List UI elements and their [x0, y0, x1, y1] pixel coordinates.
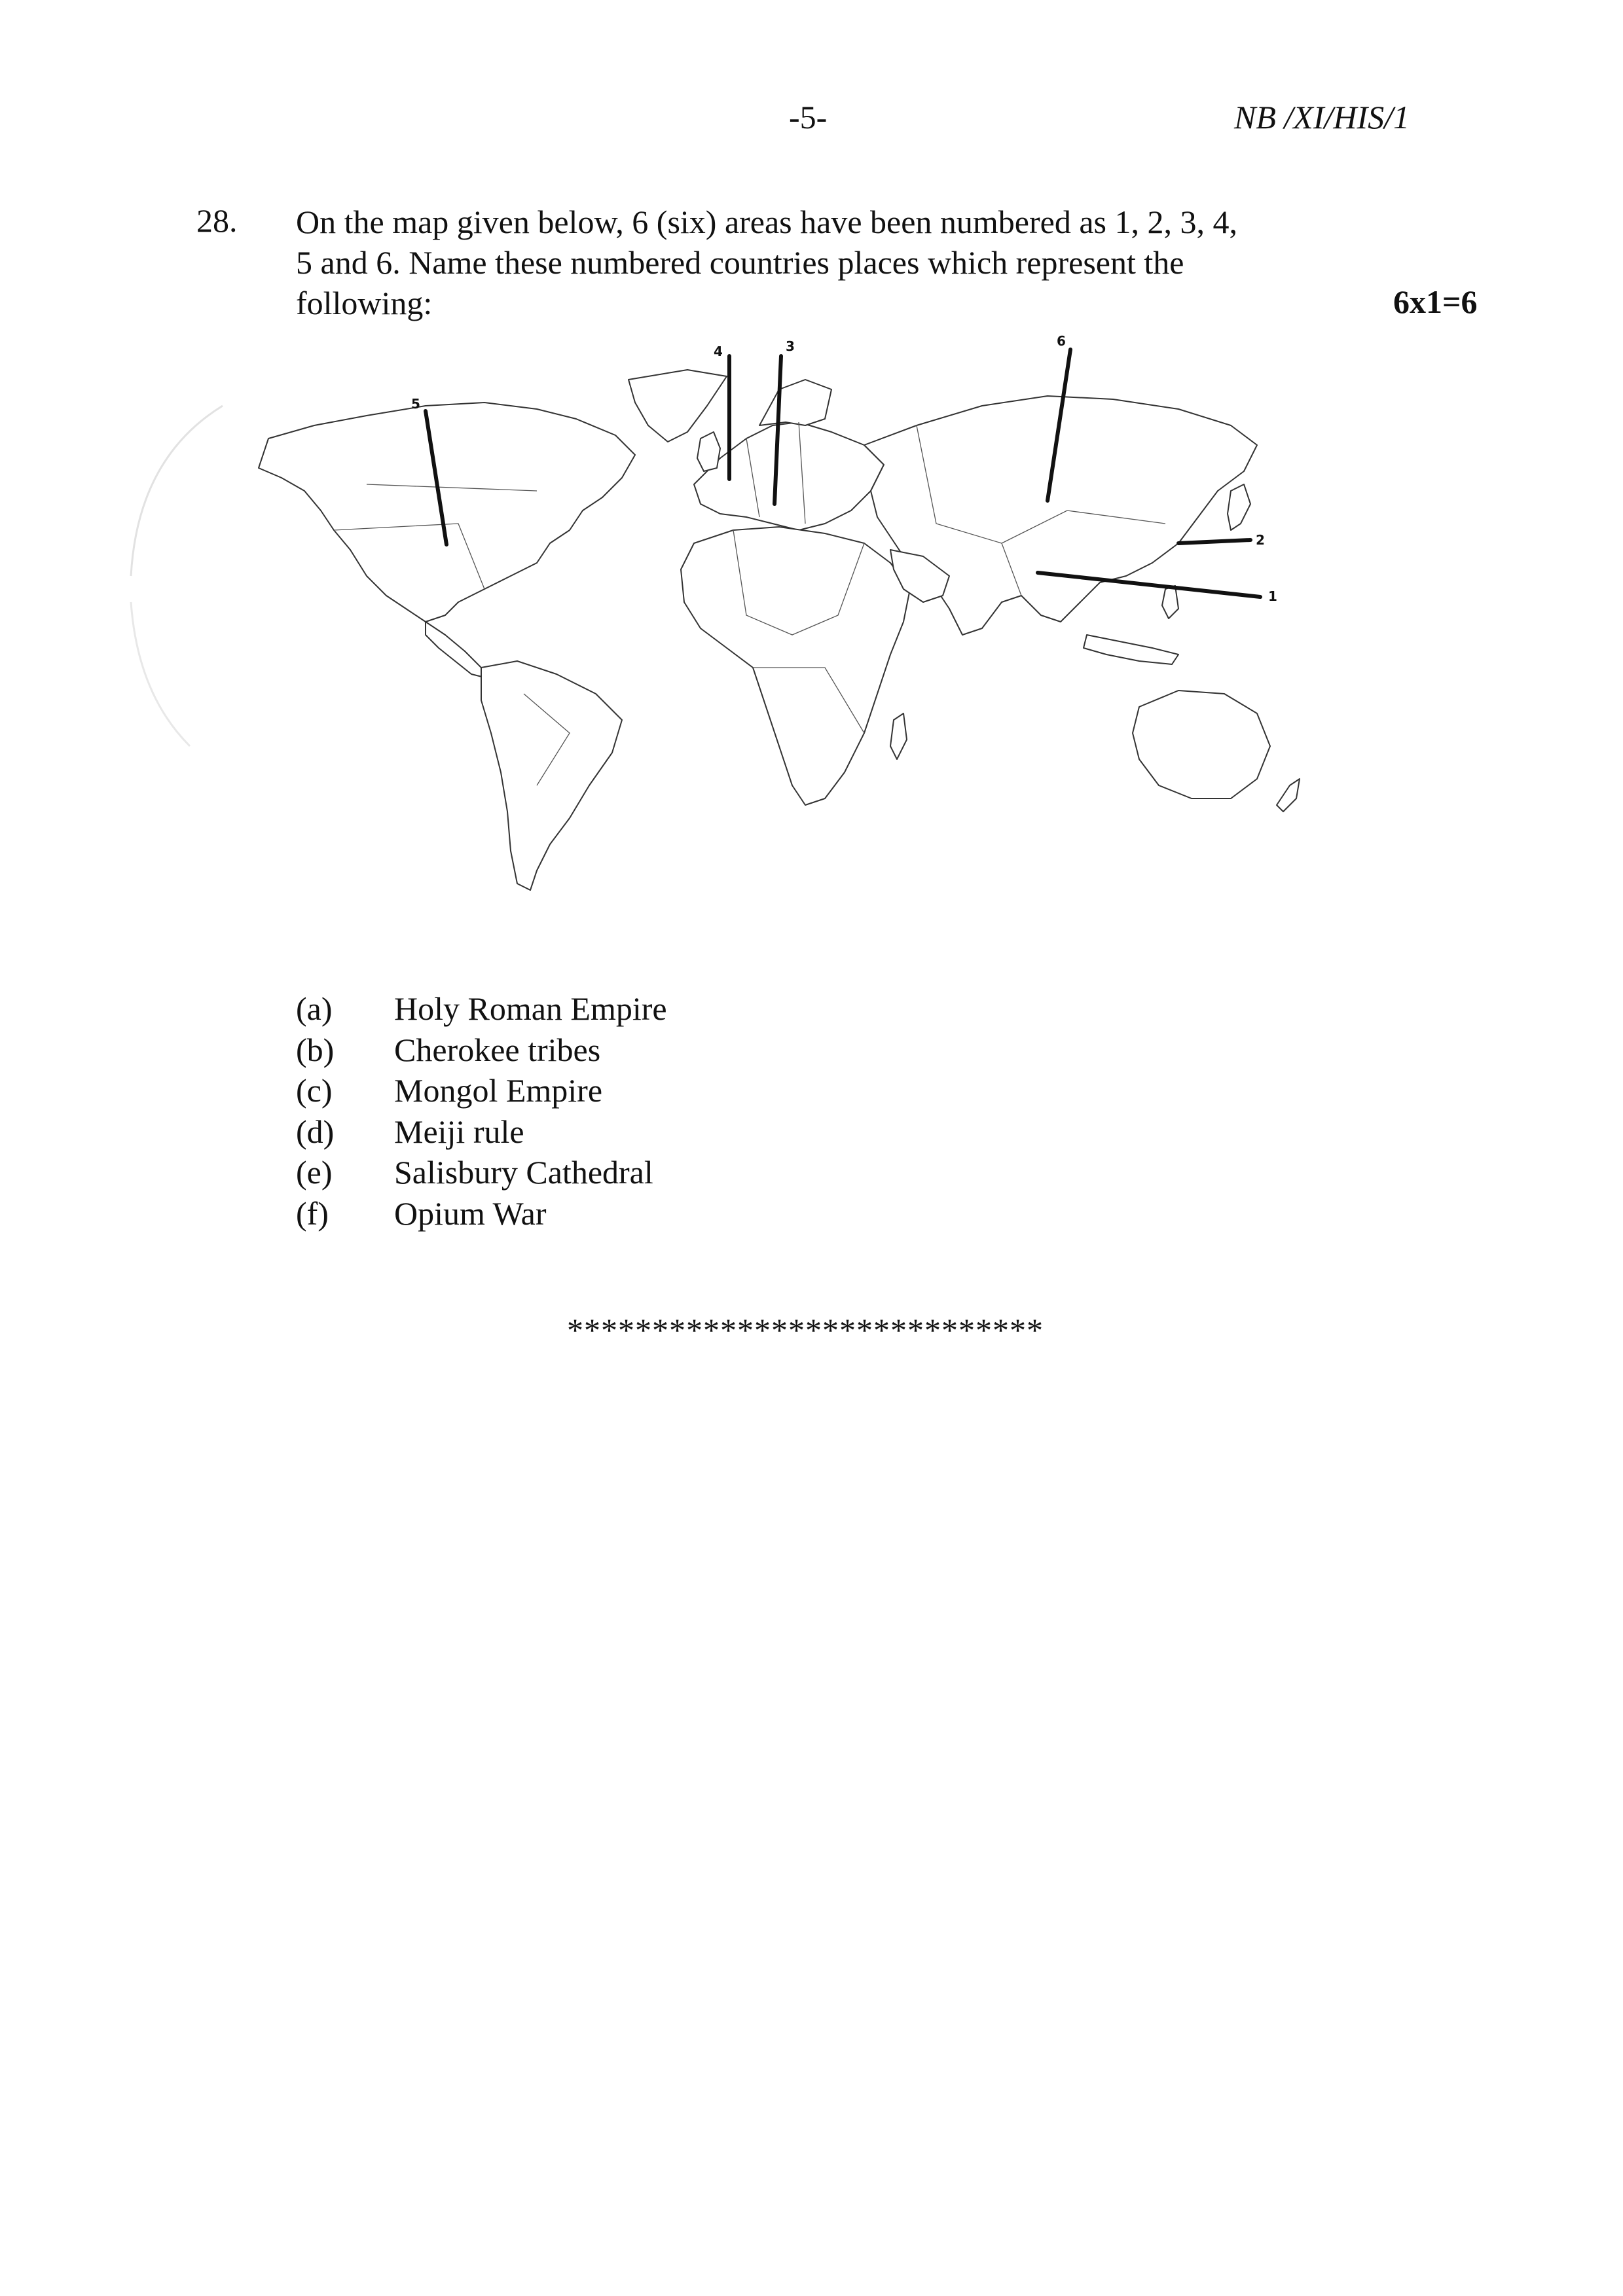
- south-america-outline: [481, 661, 622, 890]
- option-text: Salisbury Cathedral: [394, 1154, 653, 1191]
- option-b: [296, 1030, 667, 1071]
- indonesia-outline: [1084, 635, 1178, 664]
- option-letter: (f): [296, 1194, 329, 1232]
- question-number: 28.: [196, 202, 238, 239]
- option-e: [296, 1152, 667, 1193]
- option-c: [296, 1070, 667, 1111]
- marker-line-2: [1178, 540, 1250, 543]
- scandinavia-outline: [759, 380, 831, 425]
- marker-label-4: 4: [714, 344, 723, 359]
- philippines-outline: [1162, 586, 1178, 619]
- paper-code: NB /XI/HIS/1: [1234, 99, 1410, 135]
- option-d: [296, 1111, 667, 1153]
- marker-label-6: 6: [1057, 333, 1066, 349]
- end-separator: ****************************: [567, 1312, 1044, 1348]
- question-text: [296, 202, 1343, 323]
- option-letter: (c): [296, 1072, 333, 1109]
- australia-outline: [1133, 691, 1270, 798]
- marker-label-3: 3: [786, 338, 795, 354]
- new-zealand-outline: [1277, 779, 1300, 812]
- option-text: Meiji rule: [394, 1113, 524, 1150]
- north-america-outline: [259, 403, 635, 622]
- page-number: -5-: [789, 99, 828, 135]
- question-line: 5 and 6. Name these numbered countries places which represent the: [296, 244, 1184, 281]
- europe-outline: [694, 422, 884, 530]
- option-text: Opium War: [394, 1194, 547, 1232]
- option-f: [296, 1193, 667, 1234]
- option-a: [296, 988, 667, 1030]
- option-letter: (a): [296, 990, 333, 1027]
- answer-options: [296, 988, 667, 1234]
- central-america-outline: [426, 622, 484, 677]
- japan-outline: [1228, 484, 1250, 530]
- option-letter: (d): [296, 1113, 335, 1150]
- option-letter: (e): [296, 1154, 333, 1191]
- option-text: Holy Roman Empire: [394, 990, 667, 1027]
- option-letter: (b): [296, 1031, 335, 1068]
- question-line: following:: [296, 285, 433, 321]
- marker-label-1: 1: [1268, 588, 1277, 604]
- british-isles-outline: [697, 432, 720, 471]
- option-text: Mongol Empire: [394, 1072, 603, 1109]
- world-map-outline: [118, 327, 1362, 916]
- marker-label-2: 2: [1256, 532, 1265, 548]
- world-map: [118, 327, 1362, 916]
- question-line: On the map given below, 6 (six) areas have been numbered as 1, 2, 3, 4,: [296, 204, 1237, 240]
- madagascar-outline: [890, 713, 907, 759]
- option-text: Cherokee tribes: [394, 1031, 601, 1068]
- marker-label-5: 5: [411, 396, 420, 412]
- africa-outline: [681, 527, 910, 805]
- marks-allocation: 6x1=6: [1393, 283, 1478, 320]
- greenland-outline: [629, 370, 727, 442]
